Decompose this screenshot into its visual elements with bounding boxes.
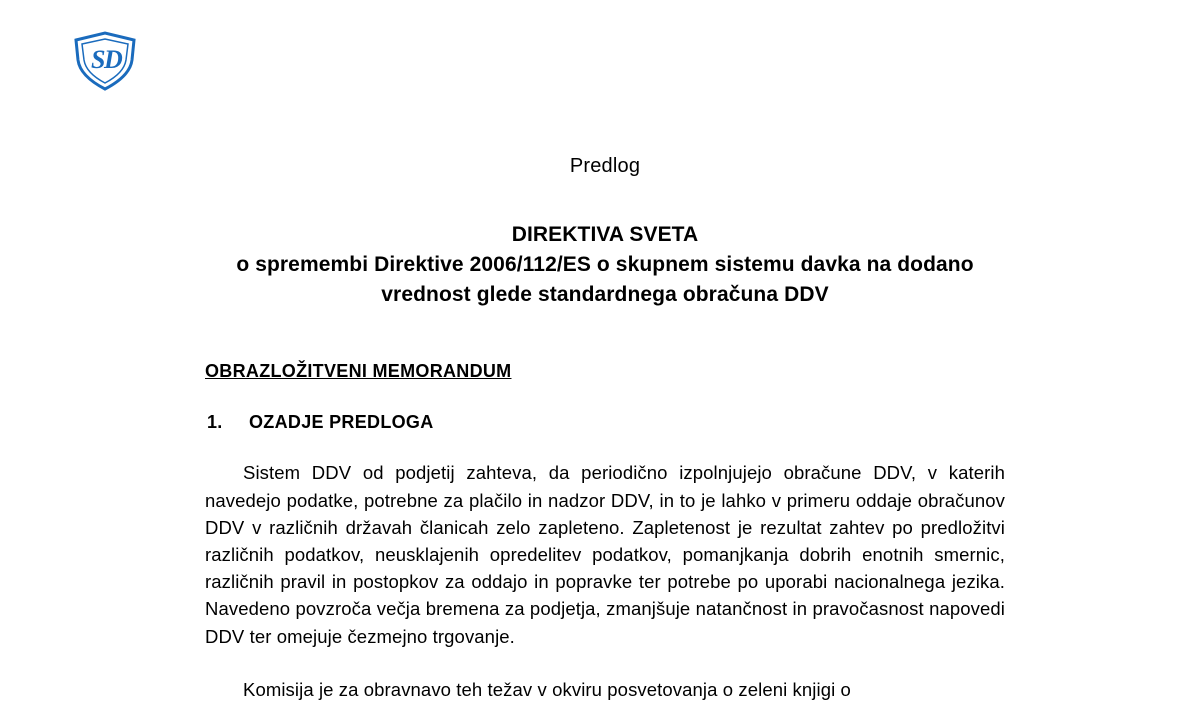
sd-shield-logo-icon (70, 30, 140, 92)
svg-text:D: D (104, 45, 123, 74)
heading-text: OZADJE PREDLOGA (249, 412, 434, 433)
body-paragraph-2: Komisija je za obravnavo teh težav v okviru posvetovanja o zeleni knjigi o (243, 678, 851, 700)
document-title-line2: o spremembi Direktive 2006/112/ES o skupnem sistemu davka na dodano vrednost glede standardnega obračuna DDV (236, 252, 974, 306)
body-paragraph-1: Sistem DDV od podjetij zahteva, da periodično izpolnjujejo obračune DDV, v katerih navedejo podatke, potrebne za plačilo in nadzor DDV, in to je lahko v primeru oddaje obračunov DDV v različnih državah članicah zelo zapleteno. Zapletenost je rezultat zahtev po predložitvi različnih podatkov, neusklajenih opredelitev podatkov, pomanjkanja dobrih enotnih smernic, različnih pravil in postopkov za oddajo in popravke ter potrebe po uporabi nacionalnega jezika. Navedeno povzroča večja bremena za podjetja, zmanjšuje natančnost in pravočasnost napovedi DDV ter omejuje čezmejno trgovanje. (205, 462, 1005, 647)
document-title-line1: DIREKTIVA SVETA (511, 223, 699, 246)
heading-number: 1. (207, 412, 223, 433)
svg-text:S: S (91, 45, 106, 74)
document-label: Predlog (569, 155, 641, 177)
document-title (205, 220, 1005, 309)
document-content (205, 0, 1005, 721)
numbered-heading-background (205, 412, 1005, 433)
section-heading-memorandum: OBRAZLOŽITVENI MEMORANDUM (205, 361, 512, 382)
